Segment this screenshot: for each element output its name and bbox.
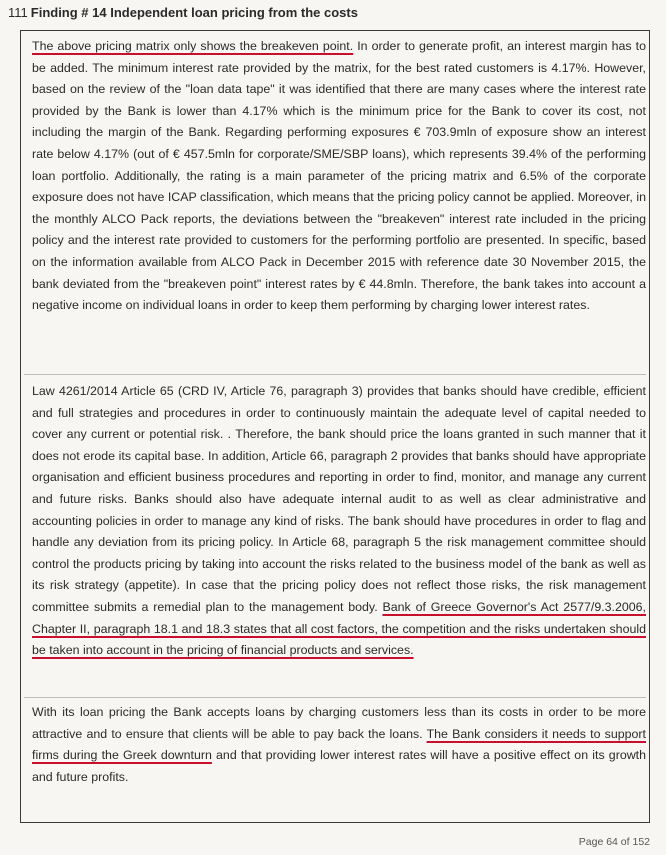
paragraph-1-body: In order to generate profit, an interest margin has to be added. The minimum interest rate provided by the matrix, for the best rated customers is 4.17%. However, based on the review of the "loan data tape" it was identified that there are many cases where the interest rate provided by the Bank is lower than 4.17% which is the minimum price for the Bank to cover its cost, not including the margin of the Bank. Regarding performing exposures € 703.9mln of exposure show an interest rate below 4.17% (out of € 457.5mln for corporate/SME/SBP loans), which represents 39.4% of the performing loan portfolio. Additionally, the rating is a main parameter of the pricing matrix and 6.5% of the corporate exposure does not have ICAP classification, which means that the pricing policy cannot be applied. Moreover, in the monthly ALCO Pack reports, the deviations between the "breakeven" interest rate included in the pricing policy and the interest rate provided to customers for the performing portfolio are presented. In specific, based on the information available from ALCO Pack in December 2015 with reference date 30 November 2015, the bank deviated from the "breakeven point" interest rates by € 44.8mln. Therefore, the bank takes into account a negative income on individual loans in order to keep them performing by charging lower interest rates. <box>32 39 646 313</box>
finding-number: 111 <box>8 5 28 20</box>
underlined-bank-support: The Bank considers it needs to support firms during the Greek downturn <box>32 726 646 763</box>
paragraph-bank-position <box>32 702 646 788</box>
underlined-governor-act: Bank of Greece Governor's Act 2577/9.3.2006, Chapter II, paragraph 18.1 and 18.3 states that all cost factors, the competition and the risks undertaken should be taken into account in the pricing of financial products and services. <box>32 599 646 658</box>
paragraph-pricing-matrix <box>32 36 646 317</box>
underlined-breakeven-statement: The above pricing matrix only shows the breakeven point. <box>32 39 354 53</box>
paragraph-3-intro: With its loan pricing the Bank accepts loans by charging customers less than its costs in order to be more attractive and to ensure that clients will be able to pay back the loans. <box>32 705 646 741</box>
finding-heading <box>8 5 358 20</box>
paragraph-divider <box>24 374 646 375</box>
page-number: Page 64 of 152 <box>578 836 650 848</box>
paragraph-3-end: and that providing lower interest rates will have a positive effect on its growth and future profits. <box>32 748 646 784</box>
paragraph-legal-basis <box>32 381 646 662</box>
finding-title: Finding # 14 Independent loan pricing from the costs <box>30 5 358 20</box>
paragraph-2-body: Law 4261/2014 Article 65 (CRD IV, Article 76, paragraph 3) provides that banks should have credible, efficient and full strategies and procedures in order to continuously maintain the adequate level of capital needed to cover any current or potential risk. . Therefore, the bank should price the loans granted in such manner that it does not erode its capital base. In addition, Article 66, paragraph 2 provides that banks should have appropriate organisation and efficient business procedures and reporting in order to find, monitor, and manage any current and future risks. Banks should also have adequate internal audit to as well as clear administrative and accounting policies in order to manage any kind of risks. The bank should have procedures in order to flag and handle any deviation from its pricing policy. In Article 68, paragraph 5 the risk management committee should control the products pricing by taking into account the risks related to the business model of the bank as well as its risk strategy (appetite). In case that the pricing policy does not reflect those risks, the risk management committee submits a remedial plan to the management body. <box>32 384 646 614</box>
paragraph-divider <box>24 697 646 698</box>
